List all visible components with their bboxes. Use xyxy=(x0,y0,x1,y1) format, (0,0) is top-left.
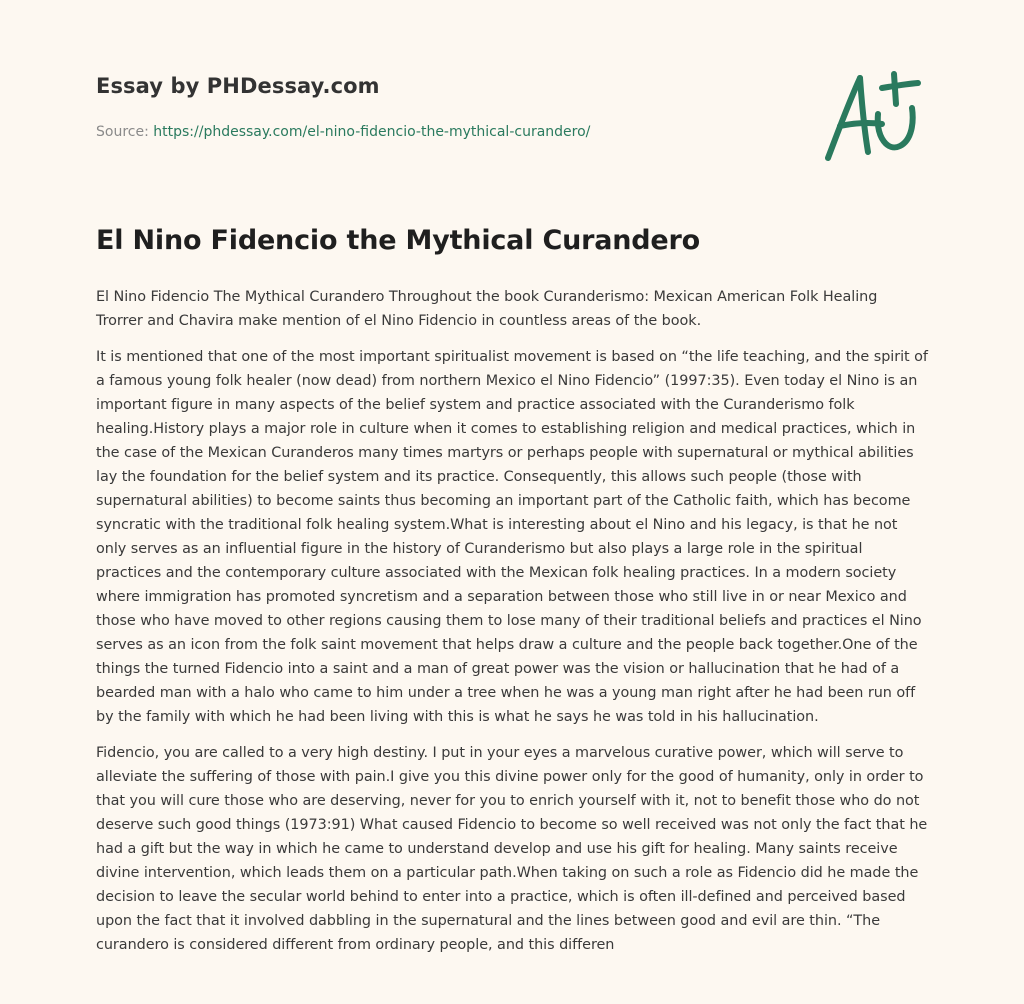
source-link[interactable]: https://phdessay.com/el-nino-fidencio-the-mythical-curandero/ xyxy=(153,124,591,140)
essay-title: El Nino Fidencio the Mythical Curandero xyxy=(96,225,700,256)
essay-paragraph-3: Fidencio, you are called to a very high destiny. I put in your eyes a marvelous curative power, which will serve to alleviate the suffering of those with pain.I give you this divine power only for the good of humanity, only in order to that you will cure those who are deserving, never for you to enrich yourself with it, not to benefit those who do not deserve such good things (1973:91) What caused Fidencio to become so well received was not only the fact that he had a gift but the way in which he came to understand develop and use his gift for healing. Many saints receive divine intervention, which leads them on a particular path.When taking on such a role as Fidencio did he made the decision to leave the secular world behind to enter into a practice, which is often ill-defined and perceived based upon the fact that it involved dabbling in the supernatural and the lines between good and evil are thin. “The curandero is considered different from ordinary people, and this differen xyxy=(96,745,928,953)
essay-paragraph-2: It is mentioned that one of the most important spiritualist movement is based on “the life teaching, and the spirit of a famous young folk healer (now dead) from northern Mexico el Nino Fidencio” (1997:35). Even today el Nino is an important figure in many aspects of the belief system and practice associated with the Curanderismo folk healing.History plays a major role in culture when it comes to establishing religion and medical practices, which in the case of the Mexican Curanderos many times martyrs or perhaps people with supernatural or mythical abilities lay the foundation for the belief system and its practice. Consequently, this allows such people (those with supernatural abilities) to become saints thus becoming an important part of the Catholic faith, which has become syncratic with the traditional folk healing system.What is interesting about el Nino and his legacy, is that he not only serves as an influential figure in the history of Curanderismo but also plays a large role in the spiritual practices and the contemporary culture associated with the Mexican folk healing practices. In a modern society where immigration has promoted syncretism and a separation between those who still live in or near Mexico and those who have moved to other regions causing them to lose many of their traditional beliefs and practices el Nino serves as an icon from the folk saint movement that helps draw a culture and the people back together.One of the things the turned Fidencio into a saint and a man of great power was the vision or hallucination that he had of a bearded man with a halo who came to him under a tree when he was a young man right after he had been run off by the family with which he had been living with this is what he says he was told in his hallucination. xyxy=(96,349,928,725)
a-plus-logo-icon xyxy=(820,66,930,166)
site-brand: Essay by PHDessay.com xyxy=(96,74,380,98)
essay-body xyxy=(96,285,928,969)
essay-paragraph-1: El Nino Fidencio The Mythical Curandero Throughout the book Curanderismo: Mexican American Folk Healing Trorrer and Chavira make mention of el Nino Fidencio in countless areas of the book. xyxy=(96,289,878,329)
source-label: Source: xyxy=(96,124,149,140)
source-line xyxy=(96,124,590,140)
